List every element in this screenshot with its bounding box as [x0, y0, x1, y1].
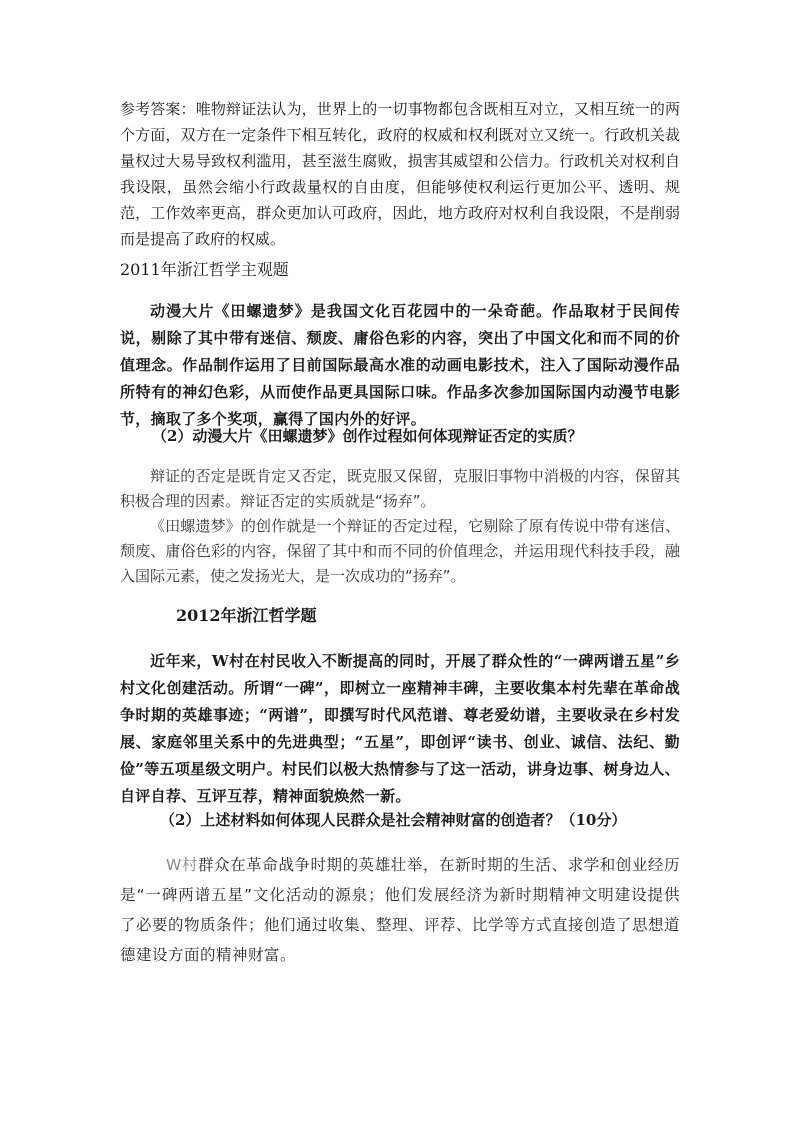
answer-body-2012: 群众在革命战争时期的英雄壮举，在新时期的生活、求学和创业经历是“一碑两谱五星”文化活动的源泉；他们发展经济为新时期精神文明建设提供了必要的物质条件；他们通过收集、整理、评荐、比学等方式直接创造了思想道德建设方面的精神财富。	[120, 856, 681, 964]
material-paragraph-2012: 近年来，W村在村民收入不断提高的同时，开展了群众性的“一碑两谱五星”乡村文化创建活动。所谓“一碑”，即树立一座精神丰碑，主要收集本村先辈在革命战争时期的英雄事迹；“两谱”，即撰写时代风范谱、尊老爱幼谱，主要收录在乡村发展、家庭邻里关系中的先进典型；“五星”，即创评“读书、创业、诚信、法纪、勤俭”等五项星级文明户。村民们以极大热情参与了这一活动，讲身边事、树身边人、自评自荐、互评互荐，精神面貌焕然一新。	[120, 652, 680, 805]
section-heading-2012: 2012年浙江哲学题	[176, 606, 317, 625]
village-name: W村	[166, 856, 198, 874]
question-2011: （2）动漫大片《田螺遗梦》创作过程如何体现辩证否定的实质？	[152, 427, 583, 445]
material-paragraph-2011: 动漫大片《田螺遗梦》是我国文化百花园中的一朵奇葩。作品取材于民间传说，剔除了其中带有迷信、颓废、庸俗色彩的内容，突出了中国文化和而不同的价值理念。作品制作运用了目前国际最高水准的动画电影技术，注入了国际动漫作品所特有的神幻色彩，从而使作品更具国际口味。作品多次参加国际国内动漫节电影节，摘取了多个奖项，赢得了国内外的好评。	[120, 302, 680, 428]
answer-paragraph-2011-1: 辩证的否定是既肯定又否定，既克服又保留，克服旧事物中消极的内容，保留其积极合理的因素。辩证否定的实质就是“扬弃”。	[120, 467, 680, 510]
answer-paragraph-2011-2: 《田螺遗梦》的创作就是一个辩证的否定过程，它剔除了原有传说中带有迷信、颓废、庸俗色彩的内容，保留了其中和而不同的价值理念，并运用现代科技手段，融入国际元素，使之发扬光大，是一次成功的“扬弃”。	[120, 517, 680, 585]
answer-paragraph-2012	[120, 850, 680, 970]
question-2012: （2）上述材料如何体现人民群众是社会精神财富的创造者？（10分）	[160, 811, 627, 829]
reference-answer-paragraph: 参考答案：唯物辩证法认为，世界上的一切事物都包含既相互对立，又相互统一的两个方面，双方在一定条件下相互转化，政府的权威和权利既对立又统一。行政机关裁量权过大易导致权利滥用，甚至滋生腐败，损害其威望和公信力。行政机关对权利自我设限，虽然会缩小行政裁量权的自由度，但能够使权利运行更加公平、透明、规范，工作效率更高，群众更加认可政府，因此，地方政府对权利自我设限，不是削弱而是提高了政府的权威。	[120, 100, 680, 248]
section-heading-2011: 2011年浙江哲学主观题	[120, 260, 289, 279]
